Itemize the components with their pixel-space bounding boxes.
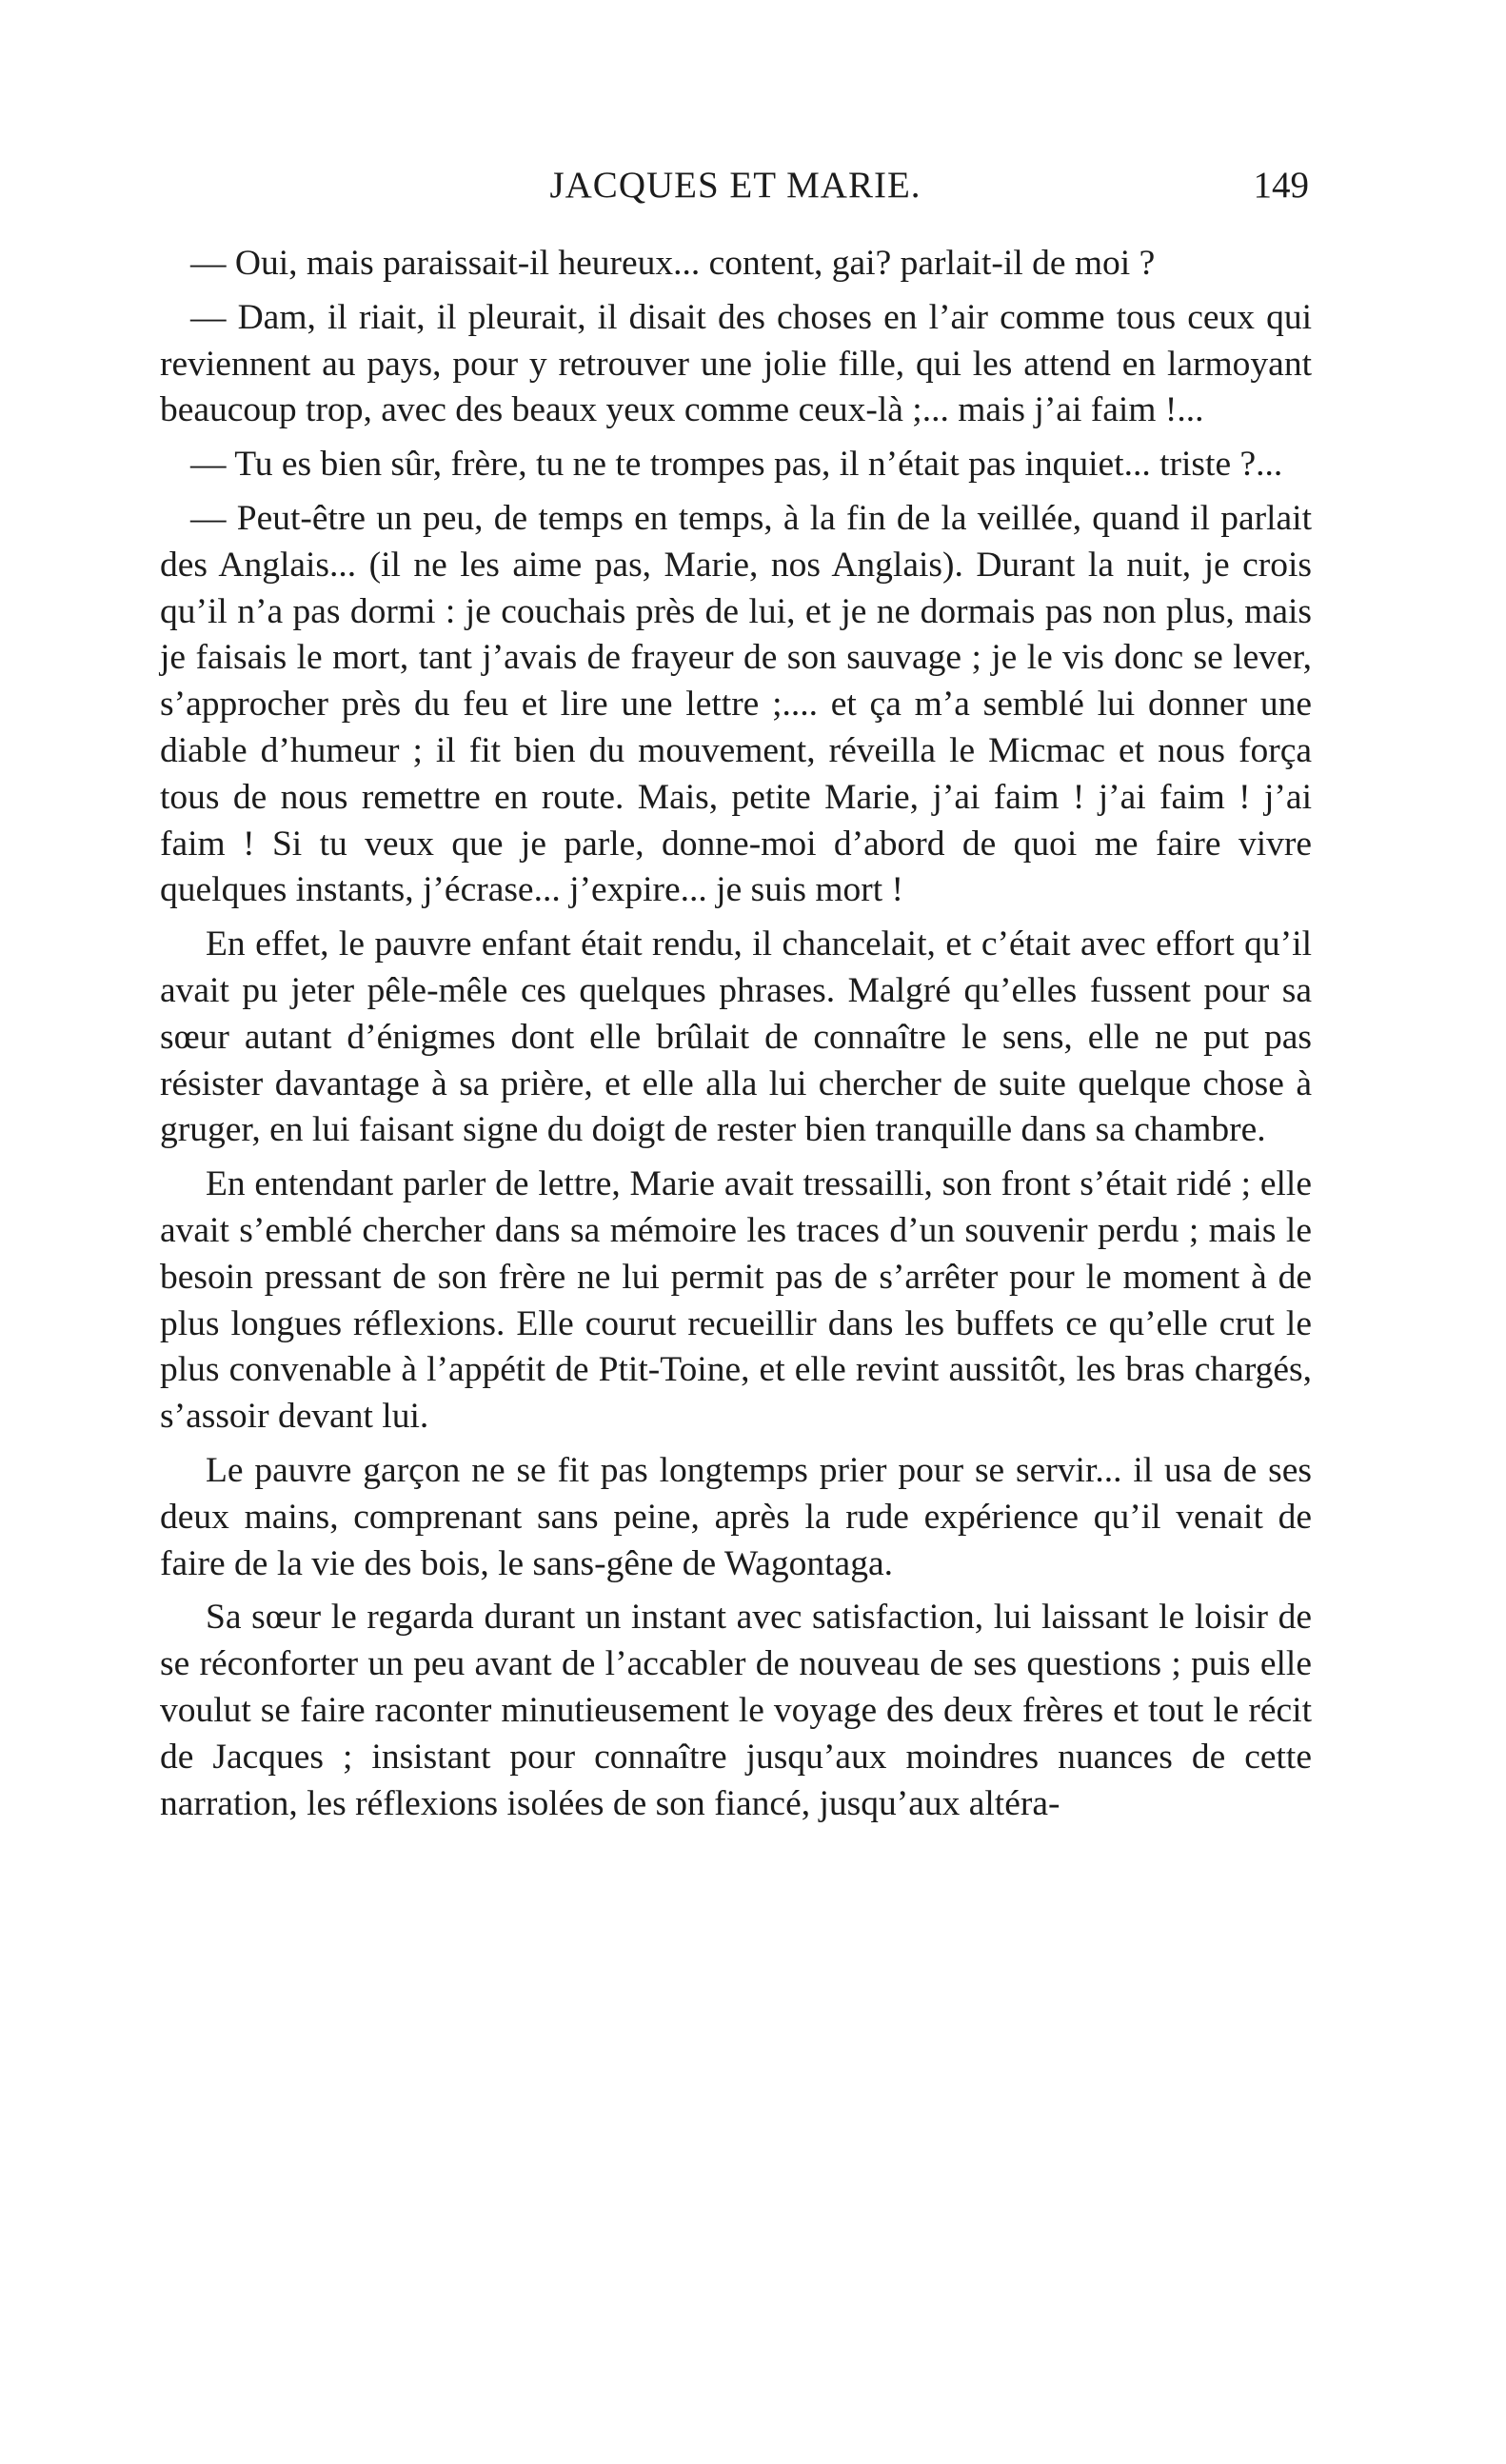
paragraph-dialogue: — Dam, il riait, il pleurait, il disait des choses en l’air comme tous ceux qui reviennent au pays, pour y retrouver une jolie fille, qui les attend en larmoyant beaucoup trop, avec des beaux yeux comme ceux-là ;... mais j’ai faim !... bbox=[160, 297, 1312, 430]
page-header bbox=[162, 164, 1309, 221]
paragraph-dialogue: — Oui, mais paraissait-il heureux... content, gai? parlait-il de moi ? bbox=[190, 244, 1156, 283]
paragraph: En effet, le pauvre enfant était rendu, il chancelait, et c’était avec effort qu’il avait pu jeter pêle-mêle ces quelques phrases. Malgré qu’elles fussent pour sa sœur autant d’énigmes dont elle brûlait de connaître le sens, elle ne put pas résister davantage à sa prière, et elle alla lui chercher de suite quelque chose à gruger, en lui faisant signe du doigt de rester bien tranquille dans sa chambre. bbox=[160, 924, 1312, 1150]
paragraph: Le pauvre garçon ne se fit pas longtemps prier pour se servir... il usa de ses deux mains, comprenant sans peine, après la rude expérience qu’il venait de faire de la vie des bois, le sans-gêne de Wagontaga. bbox=[160, 1450, 1312, 1583]
paragraph: Sa sœur le regarda durant un instant avec satisfaction, lui laissant le loisir de se réconforter un peu avant de l’accabler de nouveau de ses questions ; puis elle voulut se faire raconter minutieusement le voyage des deux frères et tout le récit de Jacques ; insistant pour connaître jusqu’aux moindres nuances de cette narration, les réflexions isolées de son fiancé, jusqu’aux altéra- bbox=[160, 1598, 1312, 1823]
page-number: 149 bbox=[1253, 165, 1309, 206]
paragraph-dialogue: — Tu es bien sûr, frère, tu ne te trompes pas, il n’était pas inquiet... triste ?... bbox=[190, 445, 1283, 485]
running-title: JACQUES ET MARIE. bbox=[549, 165, 921, 206]
paragraph: En entendant parler de lettre, Marie avait tressailli, son front s’était ridé ; elle avait s’emblé chercher dans sa mémoire les traces d’un souvenir perdu ; mais le besoin pressant de son frère ne lui permit pas de s’arrêter pour le moment à de plus longues réflexions. Elle courut recueillir dans les buffets ce qu’elle crut le plus convenable à l’appétit de Ptit-Toine, et elle revint aussitôt, les bras chargés, s’assoir devant lui. bbox=[160, 1164, 1312, 1437]
paragraph-dialogue: — Peut-être un peu, de temps en temps, à la fin de la veillée, quand il parlait des Anglais... (il ne les aime pas, Marie, nos Anglais). Durant la nuit, je crois qu’il n’a pas dormi : je couchais près de lui, et je ne dormais pas non plus, mais je faisais le mort, tant j’avais de frayeur de son sauvage ; je le vis donc se lever, s’approcher près du feu et lire une lettre ;.... et ça m’a semblé lui donner une diable d’humeur ; il fit bien du mouvement, réveilla le Micmac et nous força tous de nous remettre en route. Mais, petite Marie, j’ai faim ! j’ai faim ! j’ai faim ! Si tu veux que je parle, donne-moi d’abord de quoi me faire vivre quelques instants, j’écrase... j’expire... je suis mort ! bbox=[160, 498, 1312, 910]
body-text bbox=[160, 241, 1312, 1835]
